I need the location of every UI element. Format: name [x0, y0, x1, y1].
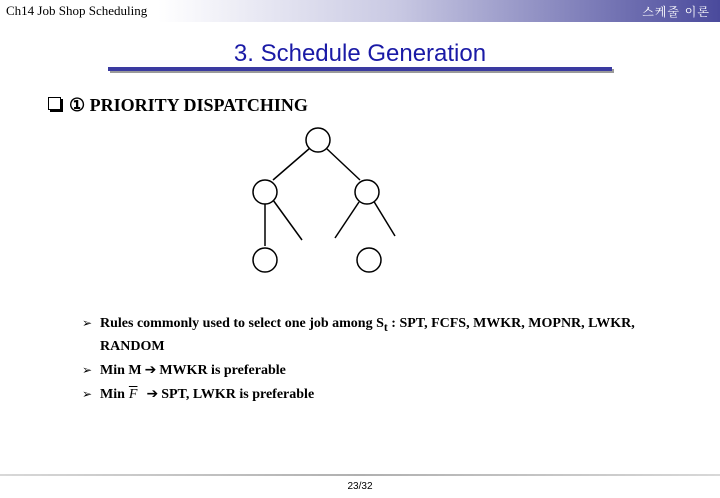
- footer-divider: [0, 474, 720, 476]
- arrowhead-bullet-icon: ➢: [82, 362, 93, 377]
- tree-edge: [273, 200, 302, 240]
- f-bar-symbol: $\overline{F}$: [128, 386, 138, 402]
- tree-node-right-leaf: [357, 248, 381, 272]
- arrowhead-bullet-icon: ➢: [82, 386, 93, 401]
- arrowhead-bullet-icon: ➢: [82, 316, 93, 330]
- bullet-text: Min M: [100, 362, 142, 378]
- tree-edge: [335, 202, 359, 238]
- bullet-text: MWKR is preferable: [159, 362, 286, 378]
- bullet-list: [80, 314, 690, 409]
- slide-title: 3. Schedule Generation: [233, 40, 487, 67]
- bullet-text: SPT, LWKR is preferable: [161, 386, 315, 402]
- right-arrow-icon: ➔: [146, 385, 159, 402]
- tree-edge: [326, 148, 360, 180]
- section-title-korean: 스케줄 이론: [642, 5, 710, 19]
- tree-node-left-leaf: [253, 248, 277, 272]
- bullet-item: [80, 361, 690, 380]
- tree-edge: [373, 200, 395, 236]
- page-number: 23/32: [347, 481, 373, 492]
- tree-node-left: [253, 180, 277, 204]
- bullet-text: Rules commonly used to select one job among S: [100, 316, 384, 331]
- section-heading-text: ① PRIORITY DISPATCHING: [69, 95, 308, 115]
- chapter-title: Ch14 Job Shop Scheduling: [6, 3, 148, 18]
- bullet-text: : SPT, FCFS, MWKR, MOPNR, LWKR, RANDOM: [100, 316, 635, 354]
- tree-node-root: [306, 128, 330, 152]
- bullet-item: [80, 314, 690, 356]
- right-arrow-icon: ➔: [144, 361, 157, 378]
- bullet-text: Min: [100, 386, 125, 402]
- bullet-subscript: t: [383, 320, 388, 334]
- tree-edge: [273, 148, 310, 180]
- bullet-item: [80, 385, 690, 404]
- tree-node-right: [355, 180, 379, 204]
